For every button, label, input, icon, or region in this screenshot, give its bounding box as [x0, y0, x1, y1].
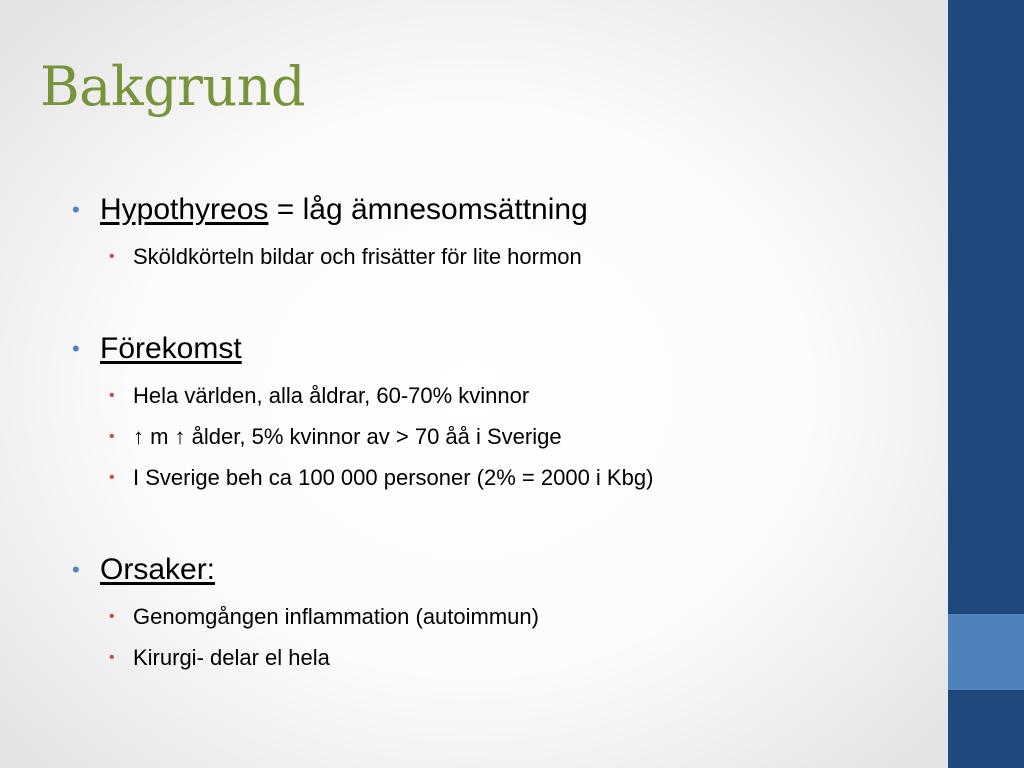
bullet-icon: • — [109, 248, 115, 265]
slide-title: Bakgrund — [40, 55, 306, 118]
section-heading-term: Förekomst — [100, 332, 242, 365]
bullet-icon: • — [109, 469, 115, 486]
section-heading-definition: = låg ämnesomsättning — [268, 193, 588, 226]
list-item — [109, 644, 330, 672]
bullet-icon: • — [109, 649, 115, 666]
section-heading-hypothyreos — [72, 192, 588, 228]
sidebar-accent-block — [948, 614, 1024, 690]
list-item-text: I Sverige beh ca 100 000 personer (2% = 2000 i Kbg) — [133, 465, 654, 490]
section-heading-orsaker — [72, 552, 216, 588]
list-item — [109, 382, 530, 410]
list-item — [109, 464, 654, 492]
bullet-icon: • — [72, 197, 80, 222]
bullet-icon: • — [72, 557, 80, 582]
section-heading-forekomst — [72, 331, 242, 367]
list-item-text: Genomgången inflammation (autoimmun) — [133, 604, 539, 629]
bullet-icon: • — [109, 387, 115, 404]
list-item — [109, 423, 562, 451]
list-item-text: Kirurgi- delar el hela — [133, 645, 330, 670]
list-item — [109, 243, 582, 271]
bullet-icon: • — [109, 428, 115, 445]
bullet-icon: • — [109, 608, 115, 625]
list-item-text: Hela världen, alla åldrar, 60-70% kvinnor — [133, 383, 530, 408]
section-heading-term: Orsaker: — [100, 553, 216, 586]
section-heading-term: Hypothyreos — [100, 193, 269, 226]
list-item-text: ↑ m ↑ ålder, 5% kvinnor av > 70 åå i Sverige — [133, 424, 562, 449]
bullet-icon: • — [72, 336, 80, 361]
list-item — [109, 603, 539, 631]
list-item-text: Sköldkörteln bildar och frisätter för lite hormon — [133, 244, 582, 269]
